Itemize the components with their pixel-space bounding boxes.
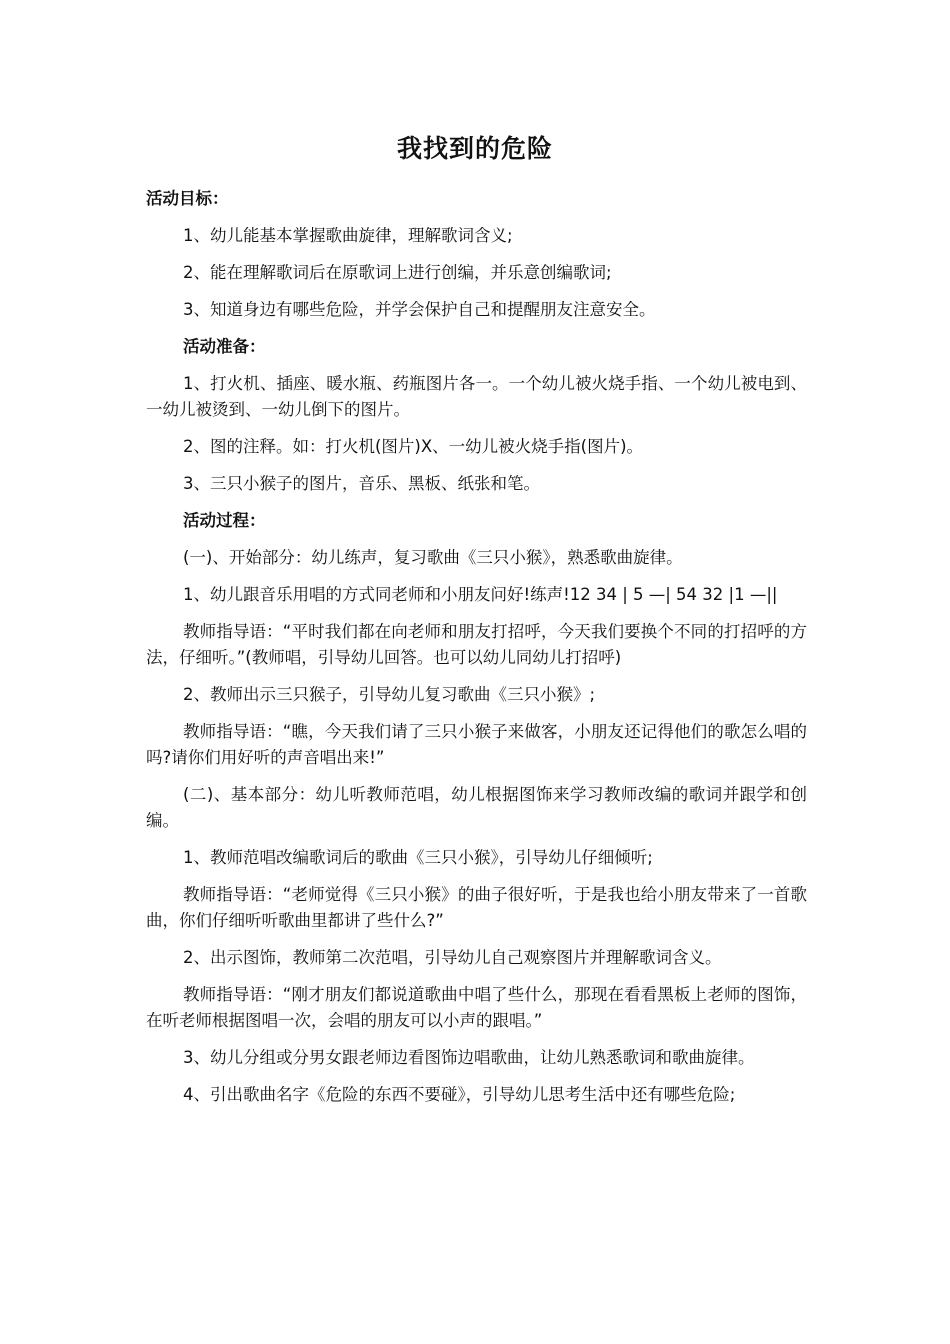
process-item-4: 2、教师出示三只猴子，引导幼儿复习歌曲《三只小猴》; xyxy=(183,685,596,704)
process-item-1: (一)、开始部分：幼儿练声，复习歌曲《三只小猴》，熟悉歌曲旋律。 xyxy=(183,548,683,567)
process-item-7: 1、教师范唱改编歌词后的歌曲《三只小猴》，引导幼儿仔细倾听; xyxy=(183,848,653,867)
process-item-5: 教师指导语：“瞧，今天我们请了三只小猴子来做客，小朋友还记得他们的歌怎么唱的吗?请你们用好听的声音唱出来!” xyxy=(146,722,807,767)
goal-item-2: 2、能在理解歌词后在原歌词上进行创编，并乐意创编歌词; xyxy=(183,263,612,282)
process-item-10: 教师指导语：“刚才朋友们都说道歌曲中唱了些什么，那现在看看黑板上老师的图饰，在听老师根据图唱一次，会唱的朋友可以小声的跟唱。” xyxy=(146,985,807,1030)
prep-item-1: 1、打火机、插座、暖水瓶、药瓶图片各一。一个幼儿被火烧手指、一个幼儿被电到、一幼儿被烫到、一幼儿倒下的图片。 xyxy=(146,374,807,419)
process-item-9: 2、出示图饰，教师第二次范唱，引导幼儿自己观察图片并理解歌词含义。 xyxy=(183,948,722,967)
document-body xyxy=(146,186,807,1119)
process-item-12: 4、引出歌曲名字《危险的东西不要碰》，引导幼儿思考生活中还有哪些危险; xyxy=(183,1085,736,1104)
process-item-6: (二)、基本部分：幼儿听教师范唱，幼儿根据图饰来学习教师改编的歌词并跟学和创编。 xyxy=(146,785,807,830)
process-item-8: 教师指导语：“老师觉得《三只小猴》的曲子很好听，于是我也给小朋友带来了一首歌曲，你们仔细听听歌曲里都讲了些什么?” xyxy=(146,885,807,930)
prep-item-3: 3、三只小猴子的图片，音乐、黑板、纸张和笔。 xyxy=(183,474,540,493)
process-heading: 活动过程： xyxy=(183,511,266,530)
goal-item-3: 3、知道身边有哪些危险，并学会保护自己和提醒朋友注意安全。 xyxy=(183,300,656,319)
process-item-2: 1、幼儿跟音乐用唱的方式同老师和小朋友问好!练声!12 34 | 5 —| 54 32 |1 —|| xyxy=(183,585,778,604)
process-item-11: 3、幼儿分组或分男女跟老师边看图饰边唱歌曲，让幼儿熟悉歌词和歌曲旋律。 xyxy=(183,1048,755,1067)
process-item-3: 教师指导语：“平时我们都在向老师和朋友打招呼，今天我们要换个不同的打招呼的方法，仔细听。”(教师唱，引导幼儿回答。也可以幼儿同幼儿打招呼) xyxy=(146,622,807,667)
goal-item-1: 1、幼儿能基本掌握歌曲旋律，理解歌词含义; xyxy=(183,226,513,245)
document-title: 我找到的危险 xyxy=(396,134,553,163)
prep-heading: 活动准备： xyxy=(183,337,266,356)
goal-heading: 活动目标： xyxy=(146,189,229,208)
prep-item-2: 2、图的注释。如：打火机(图片)X、一幼儿被火烧手指(图片)。 xyxy=(183,437,644,456)
